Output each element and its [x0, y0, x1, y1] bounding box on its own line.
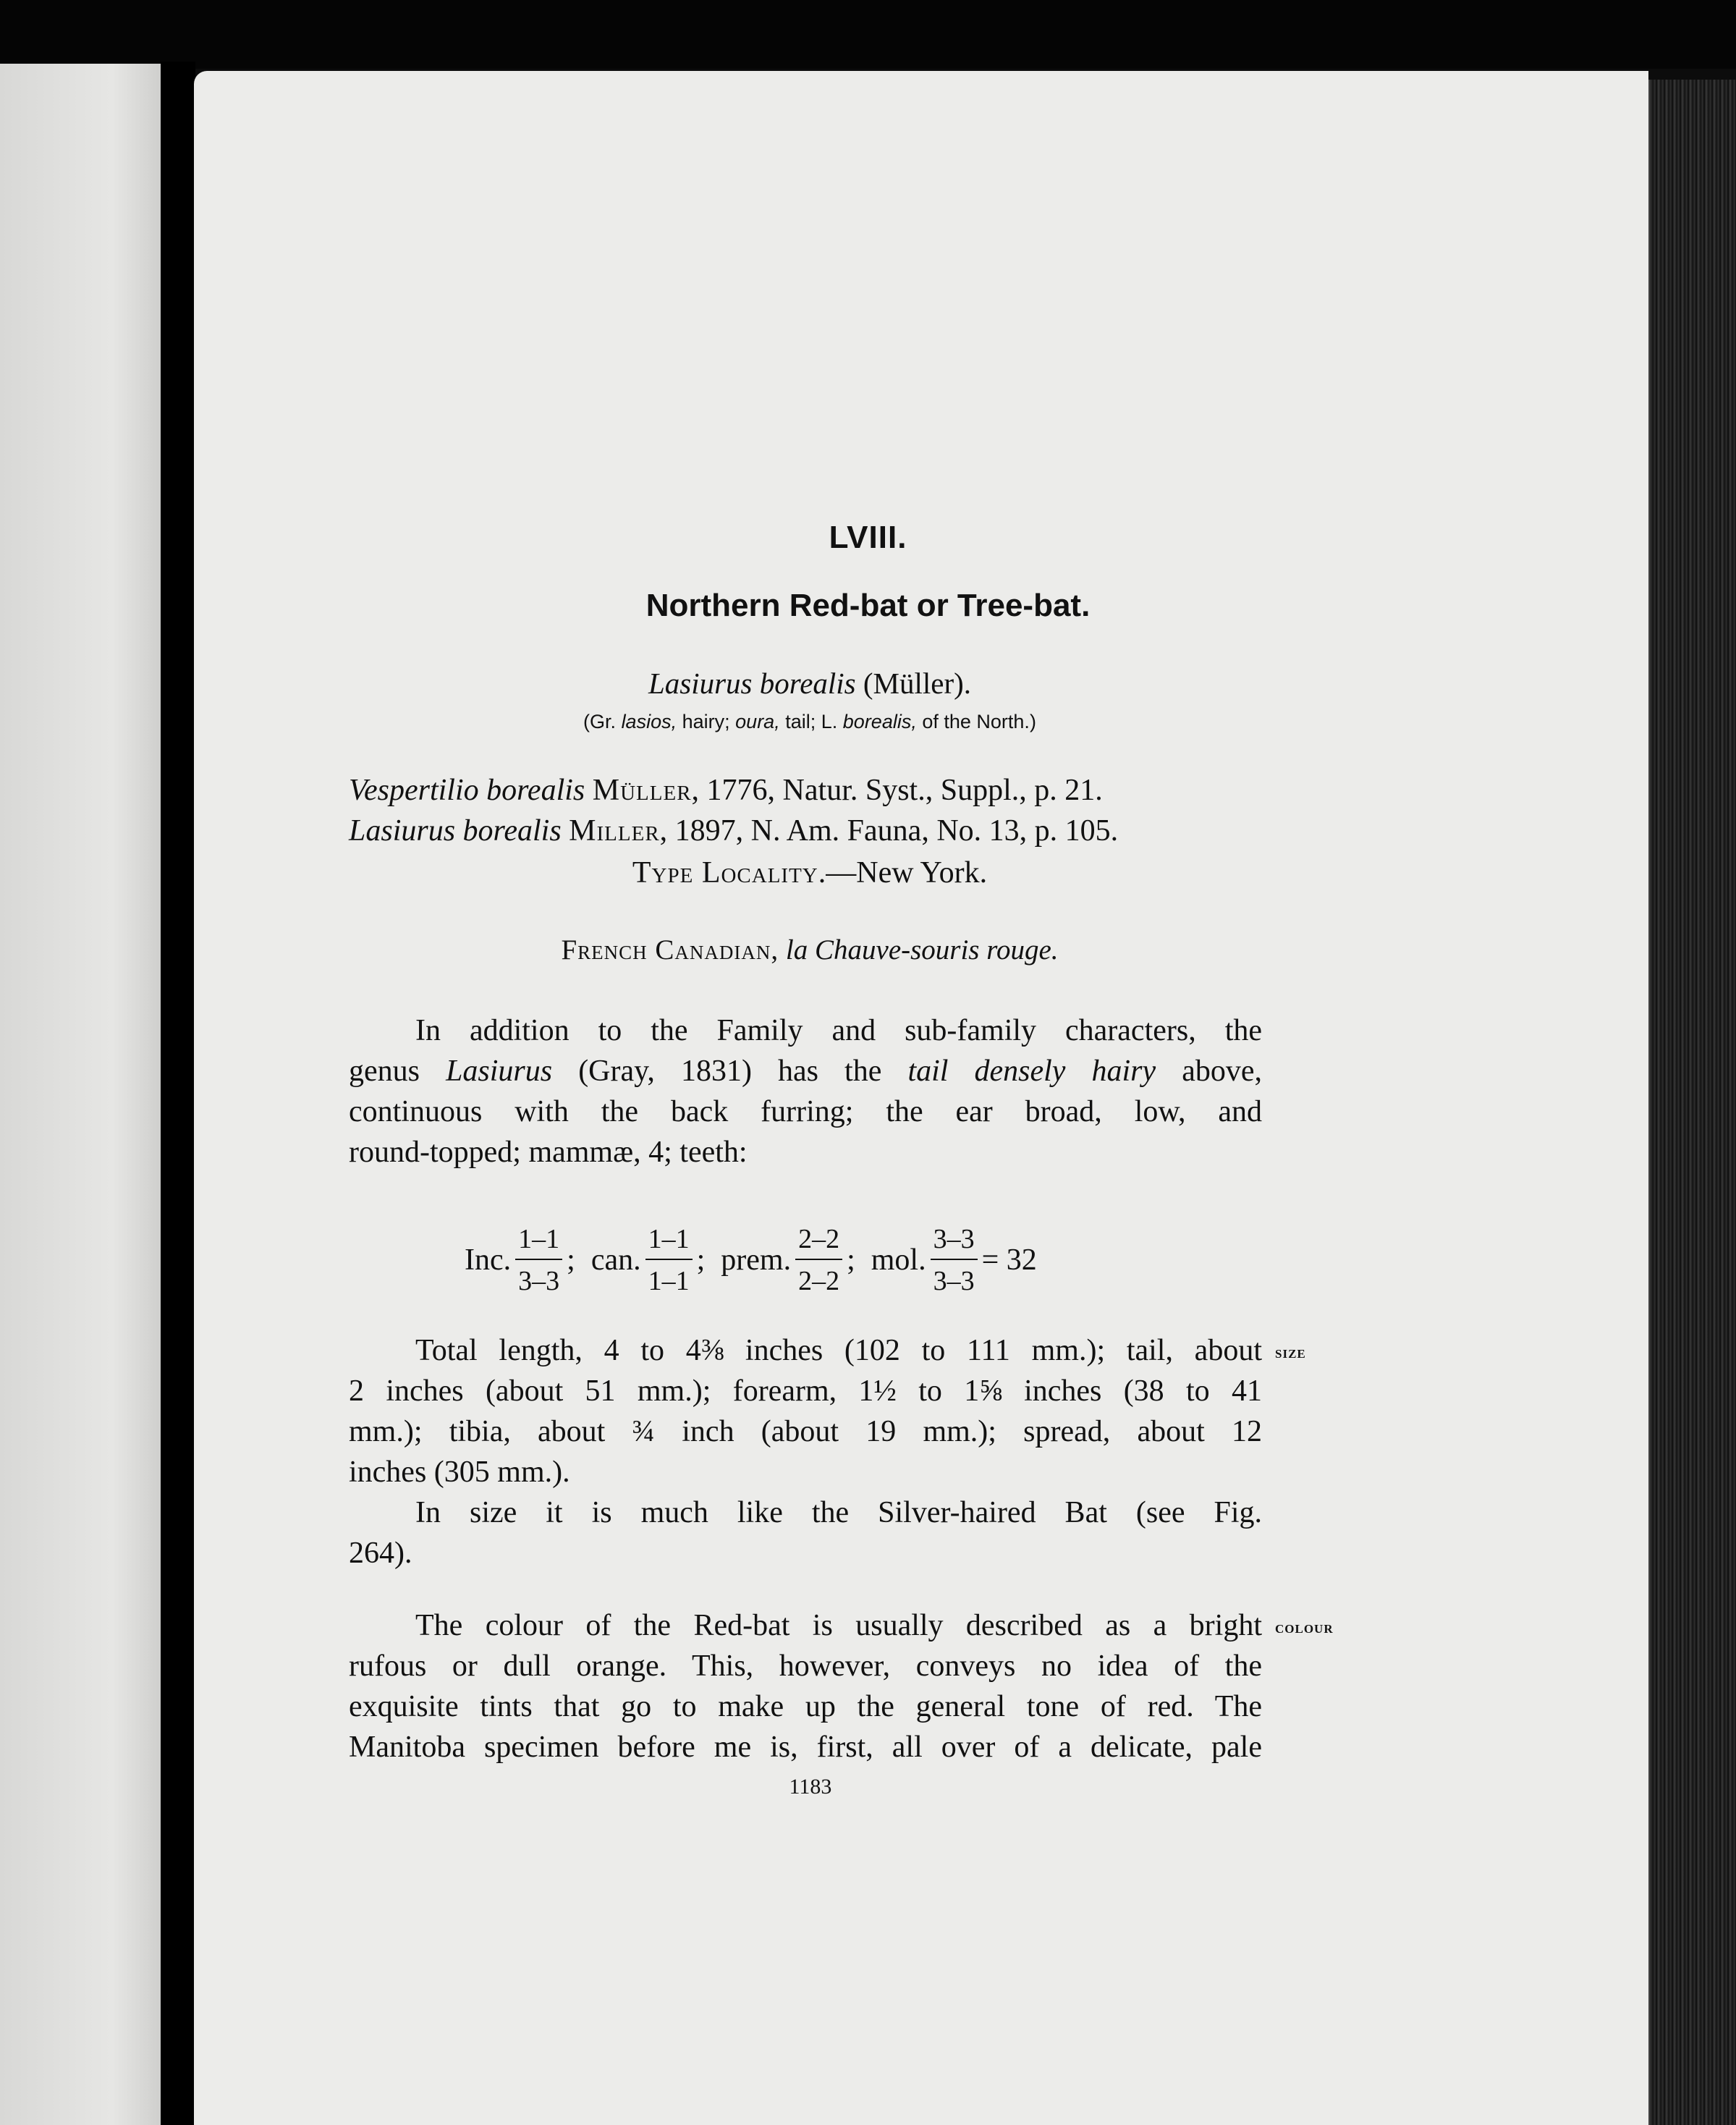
size-line: 2 inches (about 51 mm.); forearm, 1½ to 1⅝ inches (38 to 41	[349, 1374, 1262, 1408]
formula-separator: ;	[567, 1243, 575, 1277]
etymology-text: (Gr.	[583, 711, 617, 732]
scan-top-border	[0, 0, 1736, 69]
formula-label: mol.	[871, 1243, 926, 1277]
formula-fraction	[931, 1225, 978, 1295]
formula-fraction	[795, 1225, 842, 1295]
margin-note-colour: colour	[1275, 1618, 1334, 1637]
type-locality	[0, 856, 1619, 890]
fraction-numerator: 1–1	[645, 1225, 693, 1260]
formula-label: Inc.	[465, 1243, 512, 1277]
size-line: mm.); tibia, about ¾ inch (about 19 mm.); spread, about 12	[349, 1415, 1262, 1448]
fraction-denominator: 1–1	[648, 1266, 690, 1296]
page-stack-edges	[1637, 80, 1736, 2125]
fraction-numerator: 2–2	[795, 1225, 842, 1260]
intro-genus: Lasiurus	[446, 1055, 553, 1088]
intro-emphasis: tail densely hairy	[907, 1055, 1156, 1088]
fraction-denominator: 2–2	[798, 1266, 840, 1296]
intro-line: In addition to the Family and sub-family characters, the	[415, 1014, 1262, 1047]
scientific-name-author: (Müller).	[863, 667, 972, 700]
chapter-number: LVIII.	[829, 520, 907, 555]
intro-line	[349, 1054, 1262, 1089]
etymology-word: lasios,	[621, 711, 677, 732]
size-line: Total length, 4 to 4⅜ inches (102 to 111 mm.); tail, about	[415, 1334, 1262, 1367]
intro-text: (Gray, 1831) has the	[578, 1055, 882, 1088]
size-line: inches (305 mm.).	[349, 1456, 570, 1489]
page-number: 1183	[789, 1775, 832, 1799]
etymology-word: borealis,	[842, 711, 917, 732]
formula-separator: ;	[696, 1243, 706, 1277]
colour-line: Manitoba specimen before me is, first, all over of a delicate, pale	[349, 1731, 1262, 1764]
formula-fraction	[515, 1225, 562, 1295]
fraction-numerator: 1–1	[515, 1225, 562, 1260]
formula-label: can.	[590, 1243, 641, 1277]
formula-separator: ;	[847, 1243, 855, 1277]
margin-note-size: size	[1275, 1343, 1306, 1362]
etymology	[0, 711, 1619, 733]
book-gutter	[161, 62, 195, 2125]
synonym-author: Müller	[592, 774, 692, 807]
fraction-denominator: 3–3	[933, 1266, 975, 1296]
synonym-name: Lasiurus borealis	[349, 814, 562, 848]
colour-line: exquisite tints that go to make up the general tone of red. The	[349, 1690, 1262, 1723]
intro-text: above,	[1182, 1055, 1263, 1088]
french-canadian-name	[0, 934, 1619, 966]
french-label: French Canadian,	[561, 934, 779, 966]
synonym-author: Miller	[569, 814, 660, 848]
intro-text: genus	[349, 1055, 420, 1088]
scientific-name-binomial: Lasiurus borealis	[648, 667, 856, 700]
type-locality-value: .—New York.	[818, 856, 988, 890]
colour-line: The colour of the Red-bat is usually described as a bright	[415, 1609, 1262, 1642]
etymology-text: tail; L.	[785, 711, 838, 732]
synonym-name: Vespertilio borealis	[349, 774, 585, 807]
synonym-line-1	[349, 773, 1103, 808]
size-line: In size it is much like the Silver-haired Bat (see Fig.	[415, 1496, 1262, 1529]
size-line: 264).	[349, 1537, 412, 1570]
french-name: la Chauve-souris rouge.	[785, 934, 1059, 966]
intro-line: continuous with the back furring; the ear broad, low, and	[349, 1095, 1262, 1128]
page-title: Northern Red-bat or Tree-bat.	[645, 588, 1091, 623]
type-locality-label: Type Locality	[632, 856, 818, 890]
synonym-citation: , 1897, N. Am. Fauna, No. 13, p. 105.	[659, 814, 1119, 848]
formula-fraction	[645, 1225, 693, 1295]
fraction-numerator: 3–3	[931, 1225, 978, 1260]
scientific-name	[0, 666, 1619, 701]
etymology-text: hairy;	[682, 711, 730, 732]
etymology-text: of the North.)	[922, 711, 1036, 732]
formula-total: = 32	[981, 1243, 1037, 1277]
fraction-denominator: 3–3	[518, 1266, 560, 1296]
synonym-citation: , 1776, Natur. Syst., Suppl., p. 21.	[691, 774, 1103, 807]
synonym-line-2	[349, 814, 1118, 848]
etymology-word: oura,	[735, 711, 780, 732]
intro-line: round-topped; mammæ, 4; teeth:	[349, 1136, 748, 1169]
dental-formula	[465, 1220, 1037, 1300]
formula-label: prem.	[721, 1243, 792, 1277]
colour-line: rufous or dull orange. This, however, conveys no idea of the	[349, 1649, 1262, 1683]
facing-page-edge	[0, 64, 161, 2125]
